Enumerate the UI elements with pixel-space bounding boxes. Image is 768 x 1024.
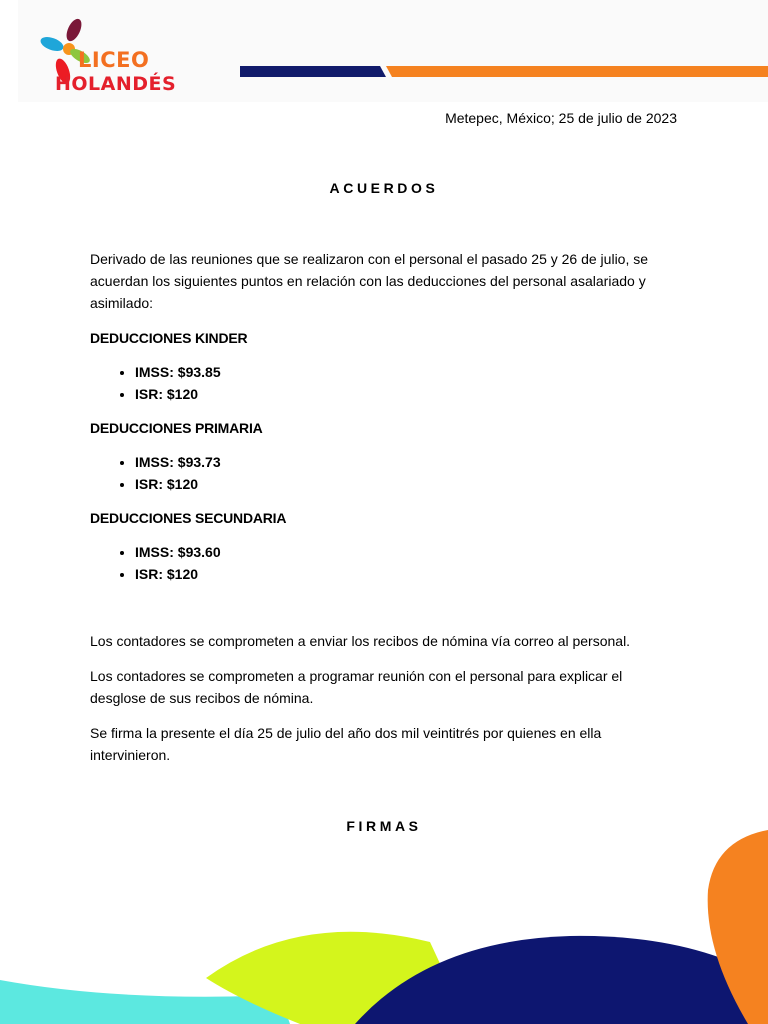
deductions-list-primaria bbox=[90, 451, 680, 495]
logo-text-liceo: LICEO bbox=[78, 48, 150, 72]
document-title: ACUERDOS bbox=[329, 180, 439, 196]
school-logo bbox=[38, 16, 208, 96]
section-heading-primaria: DEDUCCIONES PRIMARIA bbox=[90, 420, 263, 436]
list-item: • ISR: $120 bbox=[135, 473, 680, 495]
deductions-list-secundaria bbox=[90, 541, 680, 585]
spacer bbox=[90, 597, 680, 630]
list-item: • ISR: $120 bbox=[135, 383, 680, 405]
list-item: • IMSS: $93.85 bbox=[135, 361, 680, 383]
paragraph-signature-statement: Se firma la presente el día 25 de julio del año dos mil veintitrés por quienes en ella intervinieron. bbox=[90, 725, 602, 763]
header-stripes bbox=[240, 66, 768, 78]
signatures-title: FIRMAS bbox=[346, 818, 422, 834]
section-heading-secundaria: DEDUCCIONES SECUNDARIA bbox=[90, 510, 287, 526]
deductions-list-kinder bbox=[90, 361, 680, 405]
header-stripe-orange bbox=[386, 66, 768, 77]
logo-text-holandes: HOLANDÉS bbox=[55, 73, 177, 95]
document-body bbox=[90, 248, 680, 779]
date-line: Metepec, México; 25 de julio de 2023 bbox=[445, 110, 677, 126]
list-item: • ISR: $120 bbox=[135, 563, 680, 585]
header-stripe-navy bbox=[240, 66, 386, 77]
paragraph-email-receipts: Los contadores se comprometen a enviar los recibos de nómina vía correo al personal. bbox=[90, 633, 631, 649]
intro-paragraph: Derivado de las reuniones que se realizaron con el personal el pasado 25 y 26 de julio, se acuerdan los siguientes puntos en relación con las deducciones del personal asalariado y asimilado: bbox=[90, 251, 649, 311]
footer-decoration bbox=[0, 830, 768, 1024]
list-item: • IMSS: $93.60 bbox=[135, 541, 680, 563]
list-item: • IMSS: $93.73 bbox=[135, 451, 680, 473]
section-heading-kinder: DEDUCCIONES KINDER bbox=[90, 330, 248, 346]
paragraph-meeting: Los contadores se comprometen a programar reunión con el personal para explicar el desglose de sus recibos de nómina. bbox=[90, 668, 623, 706]
